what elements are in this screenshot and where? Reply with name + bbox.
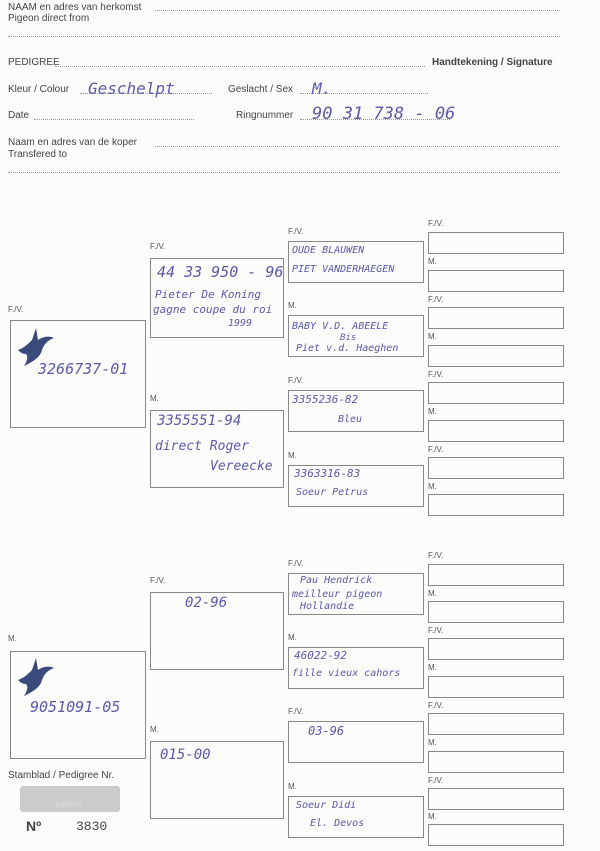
dam-mother-ring: 015-00 bbox=[160, 747, 211, 763]
g4-label-3: F./V. bbox=[428, 295, 444, 304]
g4-box-15[interactable] bbox=[428, 788, 564, 810]
dam-mm-m-label: M. bbox=[288, 782, 297, 791]
dam-fm-m-label: M. bbox=[288, 633, 297, 642]
date-label: Date bbox=[8, 110, 30, 121]
sire-fv-label: F./V. bbox=[8, 305, 24, 314]
g4-label-10: M. bbox=[428, 589, 437, 598]
pedigree-number: 3830 bbox=[76, 819, 108, 834]
g4-box-9[interactable] bbox=[428, 564, 564, 586]
g4-label-2: M. bbox=[428, 257, 437, 266]
watermark-text: 家鸽资讯 bbox=[54, 802, 82, 809]
g4-label-4: M. bbox=[428, 332, 437, 341]
buyer-line-1[interactable] bbox=[155, 146, 560, 147]
sire-father-ring: 44 33 950 - 96 bbox=[157, 263, 284, 281]
dam-m-label: M. bbox=[8, 634, 17, 643]
sire-mm-line2: Soeur Petrus bbox=[296, 487, 369, 498]
dam-mm-line1: Soeur Didi bbox=[296, 800, 357, 811]
pedigree-no-symbol: Nº bbox=[26, 818, 42, 834]
pedigree-title: PEDIGREE bbox=[8, 57, 60, 68]
g4-label-6: M. bbox=[428, 407, 437, 416]
g4-label-16: M. bbox=[428, 812, 437, 821]
sire-mm-ring: 3363316-83 bbox=[294, 467, 361, 480]
dam-fm-line2: fille vieux cahors bbox=[292, 668, 401, 679]
g4-box-16[interactable] bbox=[428, 824, 564, 846]
sire-mf-fv-label: F./V. bbox=[288, 376, 304, 385]
ring-value: 90 31 738 - 06 bbox=[312, 104, 456, 124]
sire-mother-line2: Vereecke bbox=[210, 459, 273, 474]
dam-mm-line2: El. Devos bbox=[310, 818, 365, 829]
sire-mother-ring: 3355551-94 bbox=[157, 413, 242, 429]
g4-label-7: F./V. bbox=[428, 445, 444, 454]
g4-box-2[interactable] bbox=[428, 270, 564, 292]
sire-mother-m-label: M. bbox=[150, 394, 159, 403]
dam-ring: 9051091-05 bbox=[30, 698, 121, 716]
colour-value: Geschelpt bbox=[88, 79, 175, 98]
dam-mf-ring: 03-96 bbox=[308, 724, 345, 738]
g4-label-8: M. bbox=[428, 482, 437, 491]
dam-ff-line2: meilleur pigeon bbox=[292, 589, 383, 600]
g4-box-1[interactable] bbox=[428, 232, 564, 254]
dam-mf-fv-label: F./V. bbox=[288, 707, 304, 716]
sex-value: M. bbox=[312, 79, 332, 98]
origin-line-2[interactable] bbox=[8, 36, 560, 37]
g4-label-14: M. bbox=[428, 738, 437, 747]
origin-label-en: Pigeon direct from bbox=[8, 13, 90, 24]
sex-label: Geslacht / Sex bbox=[228, 84, 294, 95]
g4-label-12: M. bbox=[428, 663, 437, 672]
sire-fm-line2: Bis bbox=[340, 333, 357, 343]
sire-mf-ring: 3355236-82 bbox=[292, 393, 359, 406]
sire-ff-line2: PIET VANDERHAEGEN bbox=[292, 264, 395, 275]
sire-ff-line1: OUDE BLAUWEN bbox=[292, 245, 365, 256]
stamblad-label: Stamblad / Pedigree Nr. bbox=[8, 770, 115, 781]
sire-fm-line3: Piet v.d. Haeghen bbox=[296, 343, 399, 354]
sire-father-line2: gagne coupe du roi bbox=[153, 303, 273, 316]
g4-box-13[interactable] bbox=[428, 713, 564, 735]
dam-ff-fv-label: F./V. bbox=[288, 559, 304, 568]
sire-father-line3: 1999 bbox=[228, 318, 253, 329]
date-line[interactable] bbox=[34, 119, 194, 120]
g4-box-6[interactable] bbox=[428, 420, 564, 442]
g4-label-13: F./V. bbox=[428, 701, 444, 710]
ring-label: Ringnummer bbox=[236, 110, 294, 121]
dam-ff-line3: Hollandie bbox=[300, 601, 355, 612]
dam-father-fv-label: F./V. bbox=[150, 576, 166, 585]
pedigree-line[interactable] bbox=[55, 66, 425, 67]
g4-box-8[interactable] bbox=[428, 494, 564, 516]
g4-box-11[interactable] bbox=[428, 638, 564, 660]
g4-label-5: F./V. bbox=[428, 370, 444, 379]
g4-label-9: F./V. bbox=[428, 551, 444, 560]
sire-ring: 3266737-01 bbox=[38, 360, 129, 378]
g4-box-10[interactable] bbox=[428, 601, 564, 623]
sire-mother-line1: direct Roger bbox=[155, 439, 249, 454]
sire-mf-line2: Bleu bbox=[338, 414, 363, 425]
signature-label: Handtekening / Signature bbox=[432, 57, 553, 68]
buyer-line-2[interactable] bbox=[8, 172, 560, 173]
buyer-label-en: Transfered to bbox=[8, 149, 68, 160]
buyer-label-nl: Naam en adres van de koper bbox=[8, 137, 137, 148]
origin-label-nl: NAAM en adres van herkomst bbox=[8, 2, 142, 13]
g4-label-11: F./V. bbox=[428, 626, 444, 635]
dam-mother-m-label: M. bbox=[150, 725, 159, 734]
g4-box-5[interactable] bbox=[428, 382, 564, 404]
g4-box-4[interactable] bbox=[428, 345, 564, 367]
dam-ff-line1: Pau Hendrick bbox=[300, 575, 373, 586]
sire-fm-m-label: M. bbox=[288, 301, 297, 310]
g4-box-7[interactable] bbox=[428, 457, 564, 479]
sire-father-line1: Pieter De Koning bbox=[155, 288, 261, 301]
g4-label-1: F./V. bbox=[428, 219, 444, 228]
dam-father-ring: 02-96 bbox=[185, 595, 228, 611]
dove-icon bbox=[14, 652, 58, 698]
g4-box-12[interactable] bbox=[428, 676, 564, 698]
g4-box-14[interactable] bbox=[428, 751, 564, 773]
g4-box-3[interactable] bbox=[428, 307, 564, 329]
colour-label: Kleur / Colour bbox=[8, 84, 70, 95]
sire-ff-fv-label: F./V. bbox=[288, 227, 304, 236]
dam-fm-ring: 46022-92 bbox=[294, 649, 347, 662]
origin-line-1[interactable] bbox=[155, 10, 560, 11]
sire-mm-m-label: M. bbox=[288, 451, 297, 460]
g4-label-15: F./V. bbox=[428, 776, 444, 785]
sire-father-fv-label: F./V. bbox=[150, 242, 166, 251]
sire-fm-line1: BABY V.D. ABEELE bbox=[292, 321, 389, 332]
